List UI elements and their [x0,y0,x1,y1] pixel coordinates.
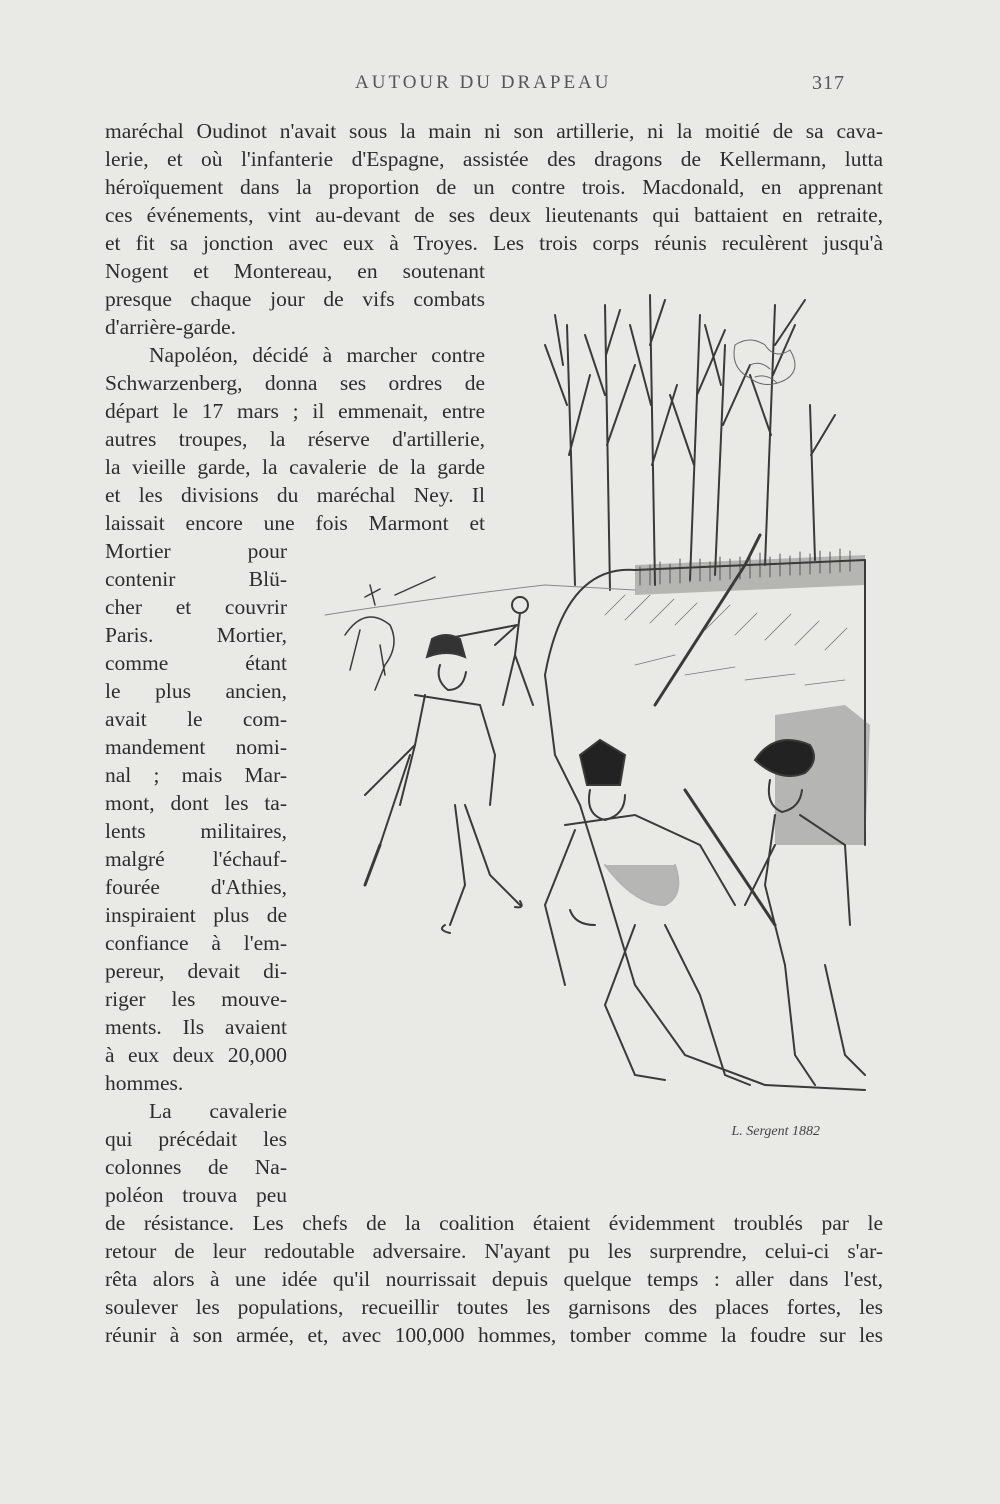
text-line: retour de leur redoutable adversaire. N'ayant pu les surprendre, celui-ci s'ar- [105,1239,883,1263]
text-line: laissait encore une fois Marmont et [105,511,485,535]
text-line: et les divisions du maréchal Ney. Il [105,483,485,507]
text-line: lents militaires, [105,819,287,843]
text-line: Schwarzenberg, donna ses ordres de [105,371,485,395]
text-line: et fit sa jonction avec eux à Troyes. Les trois corps réunis reculèrent jusqu'à [105,231,883,255]
text-line: ments. Ils avaient [105,1015,287,1039]
illustration-signature: L. Sergent 1882 [731,1124,820,1139]
text-line: départ le 17 mars ; il emmenait, entre [105,399,485,423]
text-line: réunir à son armée, et, avec 100,000 hommes, tomber comme la foudre sur les [105,1323,883,1347]
text-line: la vieille garde, la cavalerie de la garde [105,455,485,479]
text-line: d'arrière-garde. [105,315,236,339]
text-line: qui précédait les [105,1127,287,1151]
text-line: lerie, et où l'infanterie d'Espagne, assistée des dragons de Kellermann, lutta [105,147,883,171]
text-line: Paris. Mortier, [105,623,287,647]
text-line: de résistance. Les chefs de la coalition étaient évidemment troublés par le [105,1211,883,1235]
shako-soldier [545,535,760,1085]
text-line: La cavalerie [149,1099,287,1123]
text-line: cher et couvrir [105,595,287,619]
text-line: à eux deux 20,000 [105,1043,287,1067]
text-line: mont, dont les ta- [105,791,287,815]
text-line: riger les mouve- [105,987,287,1011]
text-line: inspiraient plus de [105,903,287,927]
text-line: le plus ancien, [105,679,287,703]
text-line: poléon trouva peu [105,1183,287,1207]
text-line: Mortier pour [105,539,287,563]
text-line: soulever les populations, recueillir toutes les garnisons des places fortes, les [105,1295,883,1319]
text-line: Nogent et Montereau, en soutenant [105,259,485,283]
text-line: maréchal Oudinot n'avait sous la main ni son artillerie, ni la moitié de sa cava- [105,119,883,143]
text-line: malgré l'échauf- [105,847,287,871]
engraving-illustration [305,285,885,1140]
text-line: colonnes de Na- [105,1155,287,1179]
bare-trees [545,295,835,590]
text-line: hommes. [105,1071,184,1095]
peasant-soldier [365,635,522,933]
text-line: ces événements, vint au-devant de ses deux lieutenants qui battaient en retraite, [105,203,883,227]
running-title: AUTOUR DU DRAPEAU [355,72,612,93]
text-line: avait le com- [105,707,287,731]
text-line: nal ; mais Mar- [105,763,287,787]
running-head [0,72,1000,102]
text-line: confiance à l'em- [105,931,287,955]
distant-horseman [345,577,435,690]
text-line: mandement nomi- [105,735,287,759]
text-line: presque chaque jour de vifs combats [105,287,485,311]
text-line: comme étant [105,651,287,675]
page-number: 317 [812,72,845,94]
text-line: fourée d'Athies, [105,875,287,899]
text-line: pereur, devait di- [105,959,287,983]
text-line: héroïquement dans la proportion de un contre trois. Macdonald, en apprenant [105,175,883,199]
text-line: contenir Blü- [105,567,287,591]
text-line: rêta alors à une idée qu'il nourrissait depuis quelque temps : aller dans l'est, [105,1267,883,1291]
text-line: autres troupes, la réserve d'artillerie, [105,427,485,451]
text-line: Napoléon, décidé à marcher contre [149,343,485,367]
